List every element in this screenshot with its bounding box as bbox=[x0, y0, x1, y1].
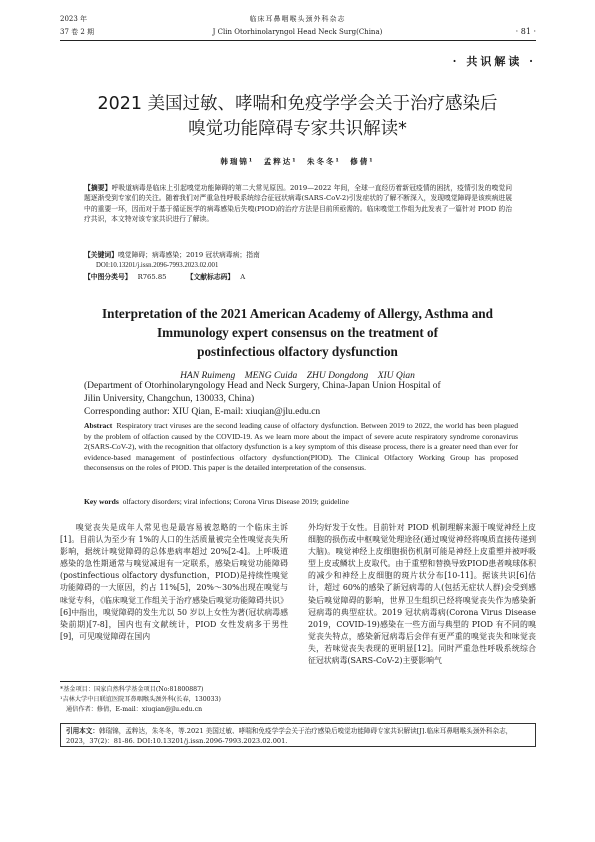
citation-box bbox=[60, 723, 536, 747]
doc-code: A bbox=[240, 273, 246, 281]
clc-code: R765.85 bbox=[137, 273, 167, 281]
footnote-institution: ¹吉林大学中日联谊医院耳鼻咽喉头颈外科(长春，130033) bbox=[60, 696, 221, 703]
keywords-en-line bbox=[84, 497, 518, 508]
abstract-en bbox=[84, 421, 518, 474]
keywords-cn-label: 【关键词】 bbox=[84, 251, 118, 259]
citation-text: 韩瑞锦，孟粹达，朱冬冬，等.2021 美国过敏、哮喘和免疫学学会关于治疗感染后嗅觉功能障碍专家共识解读[J].临床耳鼻咽喉头颈外科杂志，2023，37(2)：81-86. DOI:10.13201/j.issn.2096-7993.2023.02.001. bbox=[66, 727, 513, 745]
title-en-line-2: Immunology expert consensus on the treatment of bbox=[156, 325, 439, 340]
header-rule bbox=[60, 40, 536, 41]
clc-label: 【中图分类号】 bbox=[84, 273, 132, 281]
classification-line bbox=[84, 272, 504, 282]
header-journal-cn: 临床耳鼻咽喉头颈外科杂志 bbox=[249, 15, 346, 23]
keywords-cn: 嗅觉障碍；病毒感染；2019 冠状病毒病；指南 bbox=[117, 251, 260, 259]
body-text-left: 嗅觉丧失是成年人常见也是最容易被忽略的一个临床主诉[1]。目前认为至少有 1%的人口的生活质量被完全性嗅觉丧失所影响，据统计嗅觉障碍的总体患病率超过 20%[2-4]。上呼吸道感染的急性期通常与嗅觉减退有一定联系，感染后嗅觉功能障碍(postinfectious olfactory dysfunction，PIOD)是持续性嗅觉功能障碍的一大原因，约占 11%[5]，20%～30%出现在嗅觉与味觉专科，《临床嗅觉工作组关于治疗感染后嗅觉功能障碍共识》[6]中指出，嗅觉障碍的发生尤以 50 岁以上女性为著(冠状病毒感染前期)[7-8]，国内也有文献统计，PIOD 女性发病多于男性[9]，可见嗅觉障碍在国内 bbox=[60, 523, 288, 641]
citation-label: 引用本文： bbox=[66, 727, 99, 735]
section-label: · 共识解读 · bbox=[452, 55, 536, 68]
authors-cn: 韩瑞锦¹ 孟粹达¹ 朱冬冬¹ 修倩¹ bbox=[220, 157, 375, 166]
corresponding-author-en: Corresponding author: XIU Qian, E-mail: xiuqian@jlu.edu.cn bbox=[84, 407, 321, 417]
title-en-line-1: Interpretation of the 2021 American Academy of Allergy, Asthma and bbox=[102, 306, 493, 321]
abstract-cn-text: 呼吸道病毒是临床上引起嗅觉功能障碍的第二大常见原因。2019—2022 年间，全球一直经历着新冠疫情的困扰，疫情引发的嗅觉问题逐渐受到专家们的关注。随着我们对严重急性呼吸系统综合征冠状病毒(SARS-CoV-2)引发症状的了解不断深入，发现嗅觉障碍是该疾病进展中的重要一环，因而对于基于循证医学的病毒感染后失嗅(PIOD)的治疗方法是目前所亟需的。临床嗅觉工作组为此发表了一篇针对 PIOD 的治疗共识，本文特对该专家共识进行了解读。 bbox=[84, 184, 513, 224]
title-cn-line-1: 2021 美国过敏、哮喘和免疫学学会关于治疗感染后 bbox=[97, 94, 498, 114]
abstract-en-text: Respiratory tract viruses are the second leading cause of olfactory dysfunction. Between 2019 to 2022, the world has been plagued by the problem of olfaction caused by the COVID-19. As we learn more about the impact of severe acute respiratory syndrome coronavirus 2(SARS-CoV-2), with the recognition that olfactory dysfunction is a key symptom of this disease process, there is a greater need than ever for evidence-based management of postinfectious olfactory dysfunction(PIOD). The Clinical Olfactory Working Group has proposed theconsensus on the roles of PIOD. This paper is the detailed interpretation of the consensus. bbox=[84, 421, 519, 472]
abstract-en-label: Abstract bbox=[84, 421, 113, 430]
title-en-line-3: postinfectious olfactory dysfunction bbox=[197, 344, 398, 359]
doi[interactable]: DOI:10.13201/j.issn.2096-7993.2023.02.001 bbox=[96, 262, 219, 269]
header-year: 2023 年 bbox=[60, 15, 88, 23]
body-text-right: 外均好发于女性。目前针对 PIOD 机制理解来源于嗅觉神经上皮细胞的损伤或中枢嗅觉处理途径(通过嗅觉神经将嗅质直接传递到大脑)。嗅觉神经上皮细胞损伤机制可能是神经上皮重塑并被呼吸型上皮或鳞状上皮取代。由于重塑和替换导致PIOD患者嗅球体积的减少和神经上皮细胞的斑片状分布[10-11]。据该共识[6]估计，超过 60%的感染了新冠病毒的人(包括无症状人群)会受到感染后嗅觉障碍的影响，世界卫生组织已经将嗅觉丧失作为感染新冠病毒的典型症状。2019 冠状病毒病(Corona Virus Disease 2019，COVID-19)感染在一些方面与典型的 PIOD 有不同的嗅觉丧失特点，感染新冠病毒后会伴有更严重的嗅觉丧失和味觉丧失，若味觉丧失表现的更明显[12]。同时严重急性呼吸系统综合征冠状病毒(SARS-CoV-2)主要影响气 bbox=[308, 523, 536, 666]
title-cn-line-2: 嗅觉功能障碍专家共识解读* bbox=[188, 119, 407, 139]
doc-code-label: 【文献标志码】 bbox=[186, 273, 235, 281]
keywords-en-label: Key words bbox=[84, 497, 119, 506]
affiliation-en-line-2: Jilin University, Changchun, 130033, China) bbox=[84, 394, 255, 404]
authors-en: HAN Ruimeng MENG Cuida ZHU Dongdong XIU Qian bbox=[180, 371, 415, 381]
header-page-number: · 81 · bbox=[515, 27, 536, 36]
header-journal-en: J Clin Otorhinolaryngol Head Neck Surg(China) bbox=[212, 28, 383, 36]
footnote-rule bbox=[60, 681, 160, 682]
footnote-funding: *基金项目：国家自然科学基金项目(No:81800887) bbox=[60, 686, 204, 693]
keywords-cn-line bbox=[84, 250, 512, 260]
abstract-cn-label: 【摘要】 bbox=[84, 184, 112, 192]
abstract-cn bbox=[84, 183, 512, 225]
footnote-corresponding: 通信作者：修倩，E-mail：xiuqian@jlu.edu.cn bbox=[66, 706, 203, 713]
affiliation-en-line-1: (Department of Otorhinolaryngology Head and Neck Surgery, China-Japan Union Hospital of bbox=[84, 381, 441, 391]
keywords-en: olfactory disorders; viral infections; Corona Virus Disease 2019; guideline bbox=[122, 497, 349, 506]
header-issue: 37 卷 2 期 bbox=[60, 28, 95, 36]
